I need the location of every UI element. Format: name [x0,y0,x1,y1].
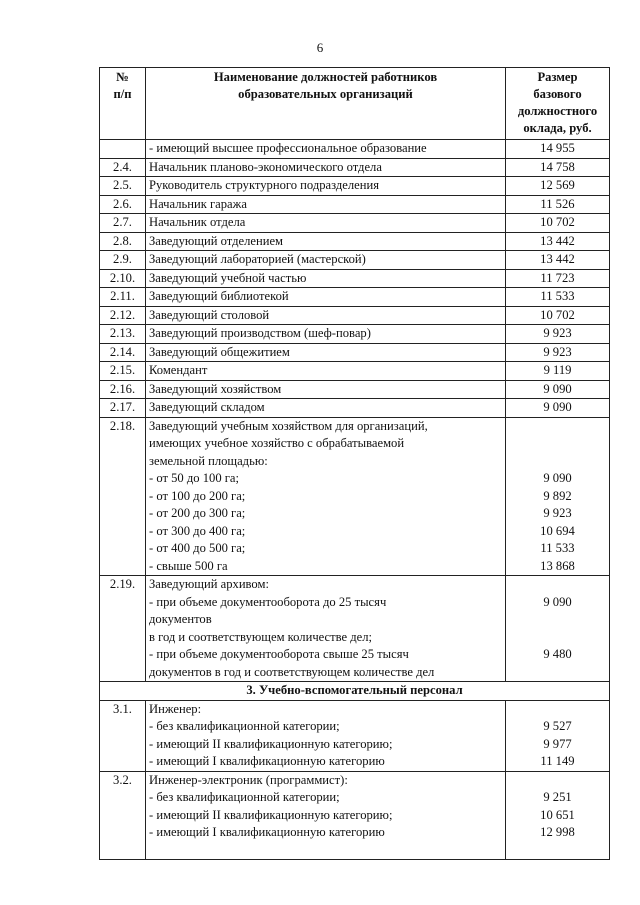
salary-value: 9 923 [506,325,610,344]
table-row [100,177,610,196]
position-title: Комендант [146,362,506,381]
table-row [100,380,610,399]
salary-value: 14 758 [506,158,610,177]
salary-table [99,67,610,860]
position-title: Начальник гаража [146,195,506,214]
position-title: Заведующий производством (шеф-повар) [146,325,506,344]
row-number: 2.16. [100,380,146,399]
position-title: Заведующий учебной частью [146,269,506,288]
row-number: 2.8. [100,232,146,251]
page-number: 6 [316,40,324,55]
row-number: 2.14. [100,343,146,362]
section-row [100,682,610,701]
table-row [100,140,610,159]
table-row [100,306,610,325]
salary-value: 11 526 [506,195,610,214]
position-title: Заведующий учебным хозяйством для организаций, имеющих учебное хозяйство с обрабатываемой земельной площадью: - от 50 до 100 га; - от 100 до 200 га; - от 200 до 300 га; - от 300 до 400 га; - от 400 до 500 га; - свыше 500 га [146,417,506,576]
row-number: 2.10. [100,269,146,288]
position-title: Заведующий лабораторией (мастерской) [146,251,506,270]
row-number: 2.19. [100,576,146,682]
row-number: 2.15. [100,362,146,381]
section-title: 3. Учебно-вспомогательный персонал [100,682,610,701]
position-title: Заведующий библиотекой [146,288,506,307]
position-title: Инженер: - без квалификационной категории; - имеющий II квалификационную категорию; - имеющий I квалификационную категорию [146,700,506,771]
salary-value: 9 119 [506,362,610,381]
row-number: 2.5. [100,177,146,196]
salary-value: 11 533 [506,288,610,307]
table-row-2-19 [100,576,610,682]
position-title: Заведующий отделением [146,232,506,251]
salary-value: 11 723 [506,269,610,288]
table-row [100,251,610,270]
row-number [100,140,146,159]
row-number: 2.13. [100,325,146,344]
salary-value: 14 955 [506,140,610,159]
row-number: 2.7. [100,214,146,233]
position-title: Заведующий складом [146,399,506,418]
position-title: Заведующий общежитием [146,343,506,362]
position-title: Начальник планово-экономического отдела [146,158,506,177]
salary-value: 9 090 9 480 [506,576,610,682]
position-title: Инженер-электроник (программист): - без квалификационной категории; - имеющий II квалификационную категорию; - имеющий I квалификационную категорию [146,771,506,860]
position-title: Начальник отдела [146,214,506,233]
table-row [100,325,610,344]
header-base-salary: Размер базового должностного оклада, руб. [506,68,610,140]
header-position-title: Наименование должностей работников образовательных организаций [146,68,506,140]
position-title: Руководитель структурного подразделения [146,177,506,196]
table-row-3-2 [100,771,610,860]
table-row [100,343,610,362]
salary-value: 10 702 [506,306,610,325]
salary-value: 9 527 9 977 11 149 [506,700,610,771]
table-row [100,158,610,177]
table-row [100,269,610,288]
salary-value: 9 090 [506,380,610,399]
row-number: 3.1. [100,700,146,771]
table-row [100,195,610,214]
position-title: Заведующий хозяйством [146,380,506,399]
salary-value: 13 442 [506,251,610,270]
row-number: 2.12. [100,306,146,325]
header-number: № п/п [100,68,146,140]
salary-value: 9 923 [506,343,610,362]
table-header-row [100,68,610,140]
position-title: Заведующий столовой [146,306,506,325]
table-row [100,362,610,381]
row-number: 2.18. [100,417,146,576]
position-title: - имеющий высшее профессиональное образование [146,140,506,159]
table-row [100,288,610,307]
salary-value: 9 251 10 651 12 998 [506,771,610,860]
table-row [100,232,610,251]
row-number: 2.11. [100,288,146,307]
table-row [100,399,610,418]
row-number: 3.2. [100,771,146,860]
table-row [100,214,610,233]
salary-value: 12 569 [506,177,610,196]
salary-value: 10 702 [506,214,610,233]
salary-value: 9 090 [506,399,610,418]
row-number: 2.6. [100,195,146,214]
salary-value: 13 442 [506,232,610,251]
row-number: 2.4. [100,158,146,177]
table-row-3-1 [100,700,610,771]
table-row-2-18 [100,417,610,576]
position-title: Заведующий архивом: - при объеме документооборота до 25 тысяч документов в год и соответствующем количестве дел; - при объеме документооборота свыше 25 тысяч документов в год и соответствующем количестве дел [146,576,506,682]
salary-value: 9 090 9 892 9 923 10 694 11 533 13 868 [506,417,610,576]
row-number: 2.17. [100,399,146,418]
row-number: 2.9. [100,251,146,270]
